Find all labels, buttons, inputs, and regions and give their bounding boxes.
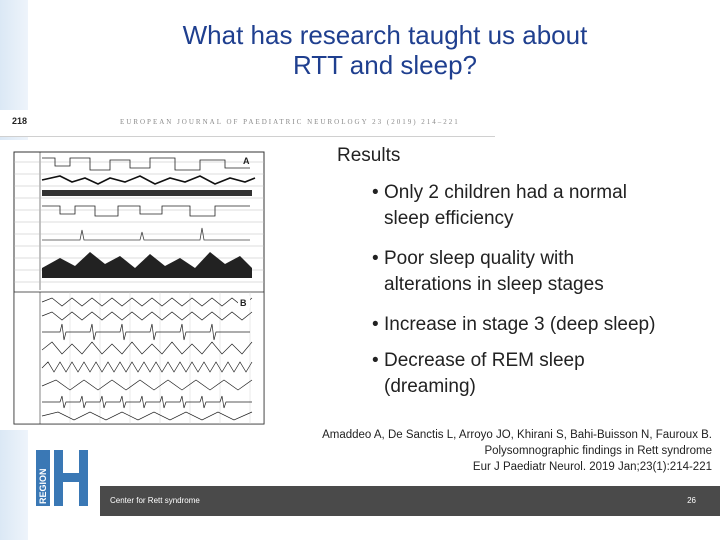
bullet-dot: • [372, 248, 379, 269]
results-bullet-3 [372, 312, 655, 338]
bullet-text-line1: Decrease of REM sleep [384, 350, 585, 371]
footer-page-number: 26 [687, 496, 696, 505]
bullet-text-line2: alterations in sleep stages [384, 274, 604, 295]
bullet-dot: • [372, 350, 379, 371]
reference-journal: Eur J Paediatr Neurol. 2019 Jan;23(1):214-221 [472, 461, 712, 473]
region-h-logo [36, 450, 96, 506]
bullet-text-line1: Poor sleep quality with [384, 248, 575, 269]
reference-citation [272, 427, 712, 475]
bullet-dot: • [372, 314, 379, 335]
results-bullet-1 [372, 180, 627, 232]
bullet-text-line2: sleep efficiency [384, 208, 514, 229]
panel-a-label: A [243, 156, 250, 166]
bullet-text-line1: Only 2 children had a normal [384, 182, 627, 203]
bullet-text-line2: (dreaming) [384, 376, 476, 397]
results-bullet-4 [372, 348, 585, 400]
results-heading: Results [337, 145, 401, 166]
slide-title [120, 20, 650, 80]
journal-header: EUROPEAN JOURNAL OF PAEDIATRIC NEUROLOGY 23 (2019) 214–221 [120, 118, 460, 126]
panel-b-label: B [240, 298, 247, 308]
reference-authors: Amaddeo A, De Sanctis L, Arroyo JO, Khirani S, Bahi-Buisson N, Fauroux B. [322, 429, 712, 441]
bullet-dot: • [372, 182, 379, 203]
region-logo-text: REGION [38, 468, 48, 504]
reference-title: Polysomnographic findings in Rett syndrome [484, 445, 712, 457]
paper-page-number: 218 [12, 116, 28, 126]
results-bullet-2 [372, 246, 604, 298]
polysomnography-figure [0, 140, 270, 430]
paper-header [0, 110, 495, 137]
slide-title-line2: RTT and sleep? [292, 50, 478, 80]
footer-label: Center for Rett syndrome [110, 496, 200, 505]
bullet-text-line1: Increase in stage 3 (deep sleep) [384, 314, 656, 335]
slide-title-line1: What has research taught us about [182, 20, 588, 50]
panel-b [14, 292, 264, 424]
slide-footer [100, 486, 720, 516]
